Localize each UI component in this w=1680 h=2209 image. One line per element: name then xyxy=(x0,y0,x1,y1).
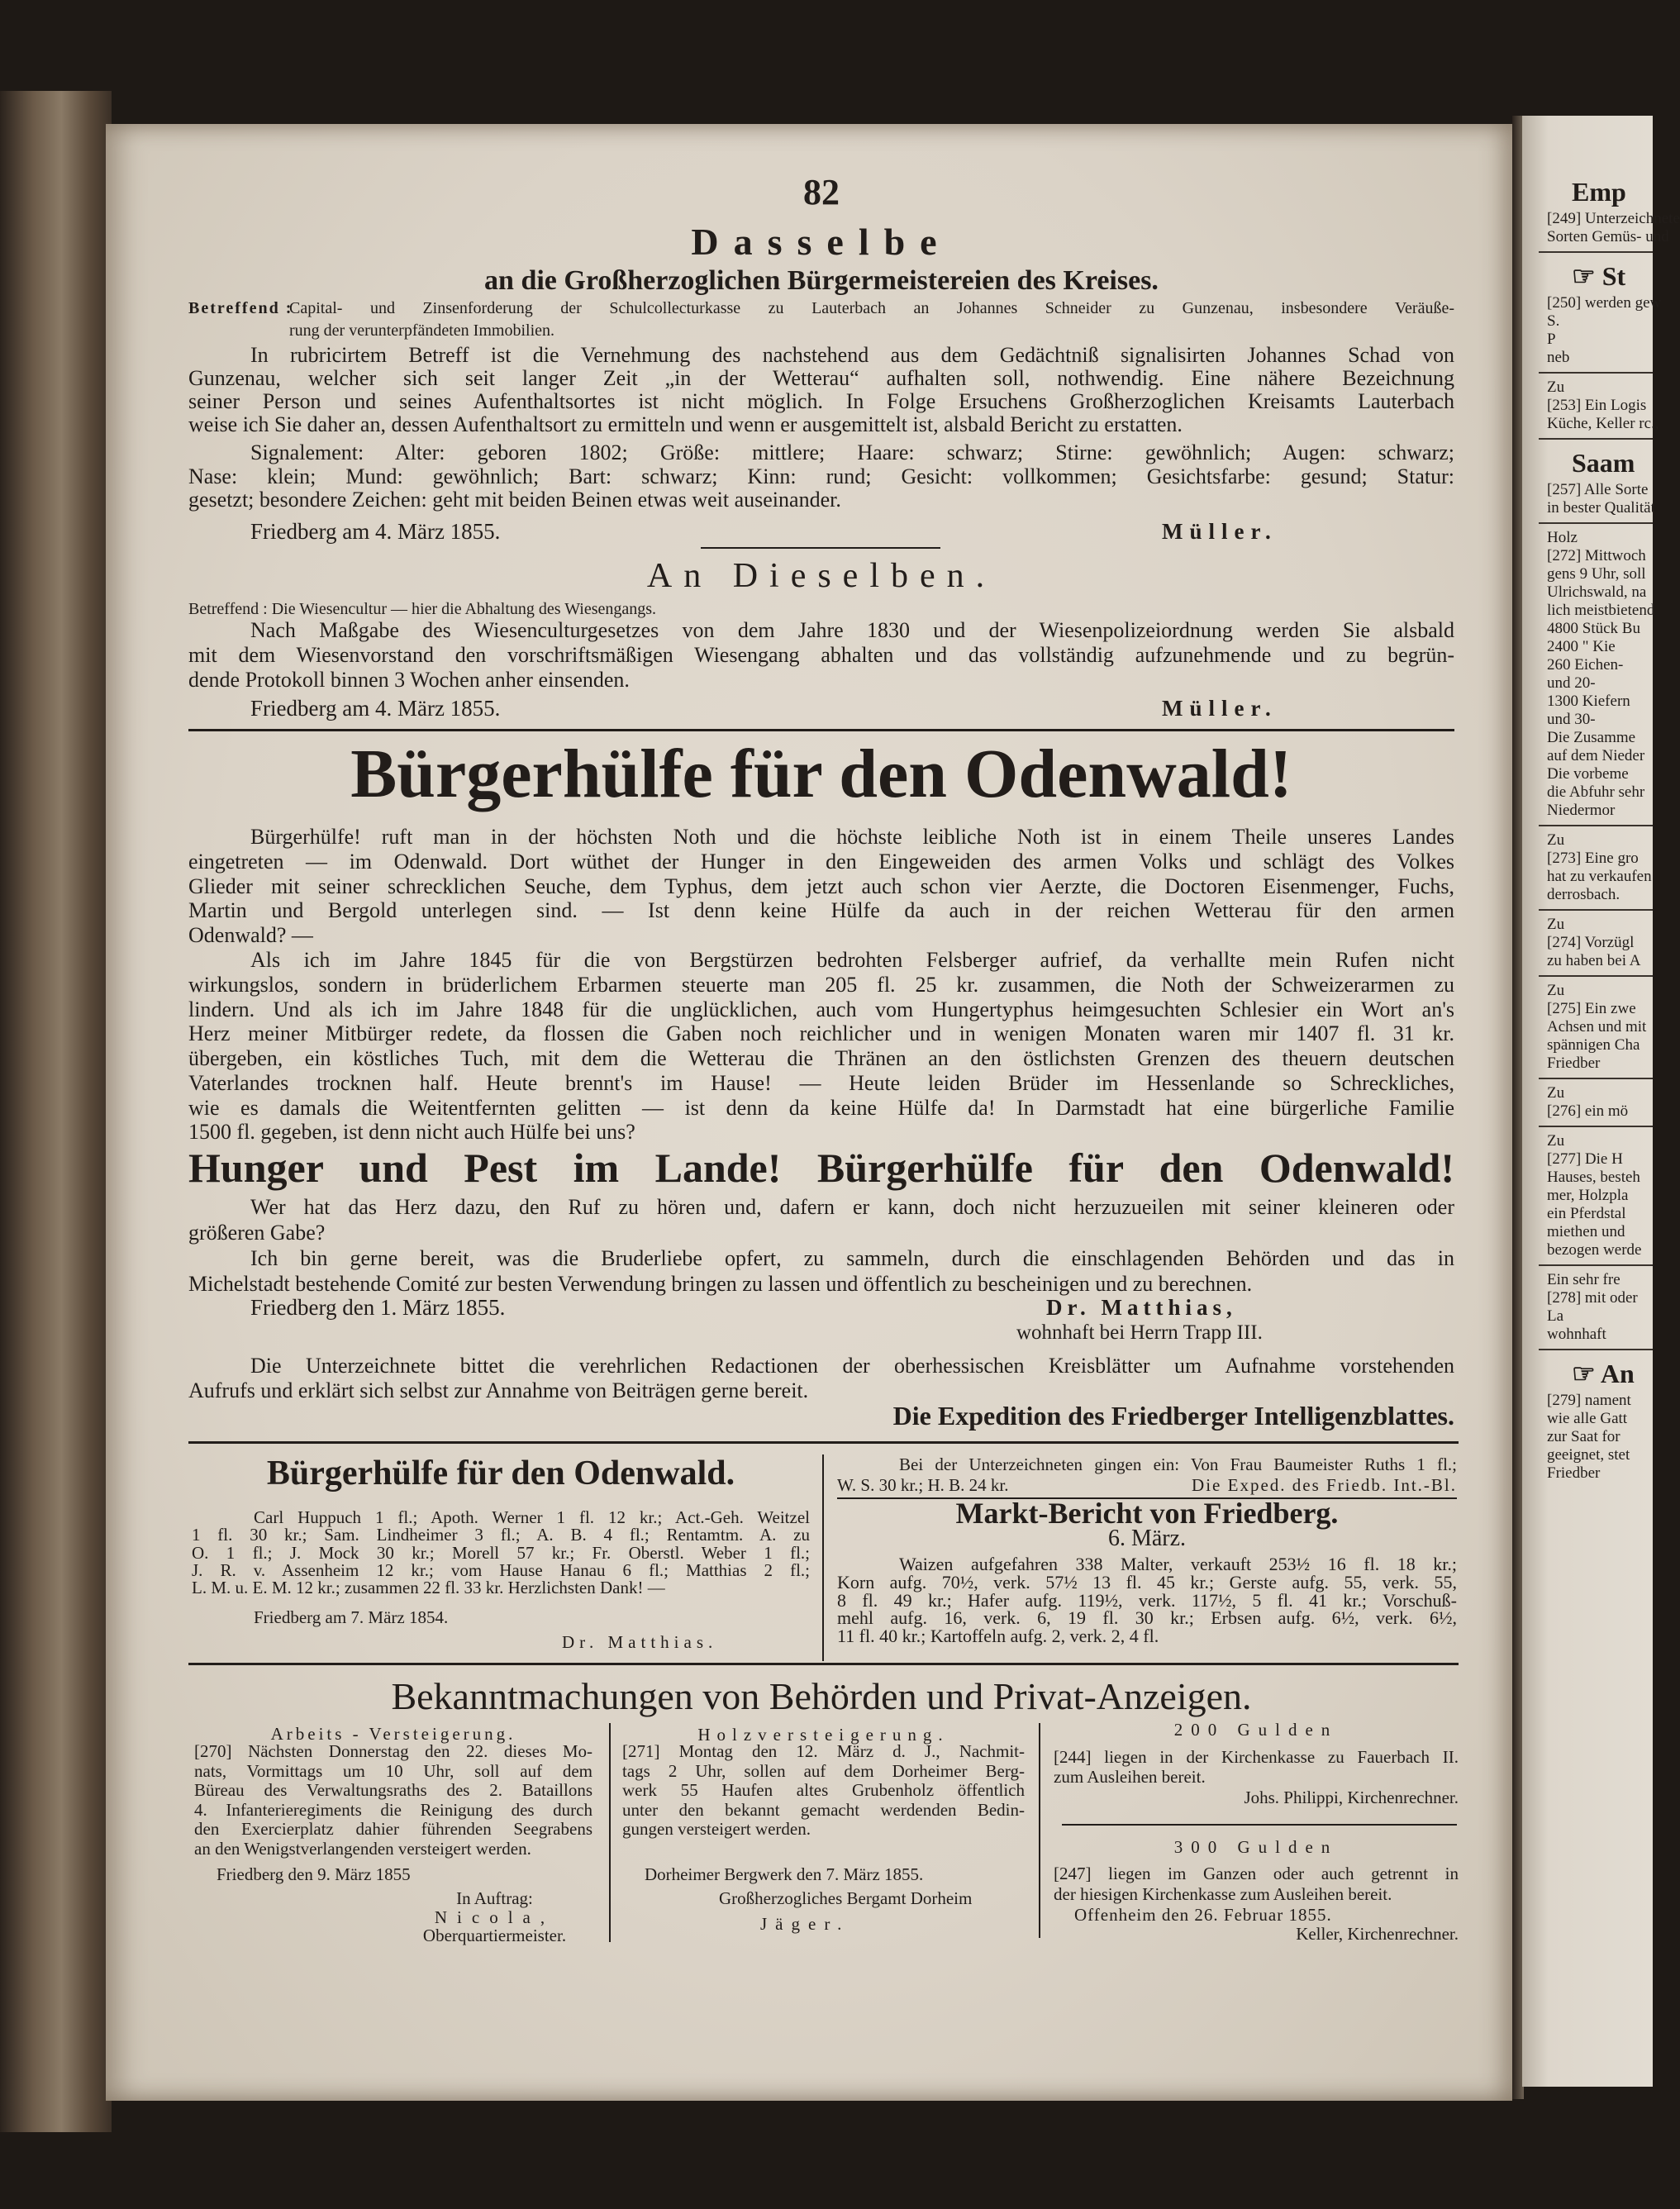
divider xyxy=(1062,1824,1457,1826)
text-line: P xyxy=(1547,331,1556,348)
text-line: Hauses, besteh xyxy=(1547,1169,1640,1186)
text-line: [257] Alle Sorte xyxy=(1547,481,1649,498)
text-line: [278] mit oder xyxy=(1547,1289,1638,1307)
divider xyxy=(1539,975,1653,977)
appeal-paragraph xyxy=(188,825,1454,948)
text-line: wohnhaft xyxy=(1547,1326,1606,1343)
text-line: Bürgerhülfe! ruft man in der höchsten Noth und die höchste leibliche Noth ist in einem Theile unseres Landes xyxy=(250,825,1454,849)
signature-note: wohnhaft bei Herrn Trapp III. xyxy=(1016,1321,1263,1344)
divider xyxy=(1539,1349,1653,1350)
text-line: mer, Holzpla xyxy=(1547,1187,1629,1204)
divider xyxy=(188,1441,1459,1444)
text-line: Bei der Unterzeichneten gingen ein: Von Frau Baumeister Ruths 1 fl.; xyxy=(899,1454,1457,1474)
text-line: Martin und Bergold unterlegen sind. — Ist denn keine Hülfe da auch in der reichen Wetterau für den armen xyxy=(188,898,1454,923)
appeal-paragraph xyxy=(188,1245,1454,1297)
text-line: Herz meiner Mitbürger redete, da flossen die Gaben noch reichlicher und in wenigen Monaten waren mir 1407 fl. 31 kr. xyxy=(188,1021,1454,1046)
text-line: die Abfuhr sehr xyxy=(1547,783,1645,801)
notice-subtitle: an die Großherzoglichen Bürgermeistereien des Kreises. xyxy=(484,265,1159,296)
text-line: wie es damals die Weitentfernten gelitten — ist denn da keine Hülfe da! In Darmstadt hat eine bürgerliche Familie xyxy=(188,1095,1454,1120)
text-line: Nach Maßgabe des Wiesenculturgesetzes von dem Jahre 1830 und der Wiesenpolizeiordnung werden Sie alsbald xyxy=(250,618,1454,642)
notice-signature-line xyxy=(188,696,1454,722)
text-line: zu haben bei A xyxy=(1547,952,1641,969)
text-line: neb xyxy=(1547,349,1570,366)
text-line: 2400 " Kie xyxy=(1547,638,1616,655)
appeal-signature xyxy=(188,1295,1454,1348)
signature: Dr. Matthias, xyxy=(1046,1295,1237,1320)
text-line: 11 fl. 40 kr.; Kartoffeln aufg. 2, verk. 2, 4 fl. xyxy=(837,1626,1159,1647)
text-line: auf dem Nieder xyxy=(1547,747,1645,764)
text-line: Glieder mit seiner schrecklichen Seuche, dem Typhus, dem jetzt auch schon vier Aerzte, die Doctoren Eisenmenger, Fuchs, xyxy=(188,874,1454,898)
market-title: Markt-Bericht von Friedberg. xyxy=(955,1497,1339,1530)
text-line: Büreau des Verwaltungsraths des 2. Bataillons xyxy=(194,1780,593,1801)
place-date: Friedberg am 4. März 1855. xyxy=(250,519,501,544)
text-line: 1 fl. 30 kr.; Sam. Lindheimer 3 fl.; A. B. 4 fl.; Rentamtm. A. zu xyxy=(192,1525,810,1545)
text-line: Nase: klein; Mund: gewöhnlich; Bart: schwarz; Kinn: rund; Gesicht: vollkommen; Gesichtsfarbe: gesund; Statur: xyxy=(188,464,1454,488)
place-date: Dorheimer Bergwerk den 7. März 1855. xyxy=(645,1864,924,1884)
text-line: [274] Vorzügl xyxy=(1547,934,1635,951)
divider xyxy=(1539,522,1653,524)
signature: Keller, Kirchenrechner. xyxy=(1296,1924,1459,1944)
ad-heading: ☞ St xyxy=(1572,261,1626,291)
text-line: größeren Gabe? xyxy=(188,1221,326,1245)
text-line: Sorten Gemüs- und xyxy=(1547,228,1669,245)
next-page-fragment xyxy=(1522,116,1680,2087)
ad-heading: 200 Gulden xyxy=(1173,1720,1339,1740)
divider xyxy=(188,1663,1459,1665)
text-line: Achsen und mit xyxy=(1547,1018,1647,1035)
text-line: Ulrichswald, na xyxy=(1547,583,1647,601)
text-line: Gunzenau, welcher sich seit langer Zeit „in der Wetterau“ aufhalten soll, nothwendig. Eine nähere Bezeichnung xyxy=(188,366,1454,390)
text-line: Zu xyxy=(1547,982,1565,999)
text-line: lich meistbietend xyxy=(1547,602,1655,619)
ad-text xyxy=(1054,1748,1459,1787)
text-line: [253] Ein Logis xyxy=(1547,397,1647,414)
text-line: eingetreten — im Odenwald. Dort wüthet der Hunger in den Eingeweiden des armen Volks und schlägt des Volkes xyxy=(188,849,1454,874)
text-line: Carl Huppuch 1 fl.; Apoth. Werner 1 fl. 12 kr.; Act.-Geh. Weitzel xyxy=(254,1507,810,1527)
text-line: und 30- xyxy=(1547,711,1596,728)
by-order: In Auftrag: xyxy=(456,1888,533,1908)
text-line: Zu xyxy=(1547,378,1565,396)
divider xyxy=(1539,372,1653,374)
signature: Johs. Philippi, Kirchenrechner. xyxy=(1244,1788,1459,1807)
text-line: [244] liegen in der Kirchenkasse zu Fauerbach II. xyxy=(1054,1747,1459,1767)
column-divider xyxy=(1039,1723,1040,1938)
appeal-slogan: Hunger und Pest im Lande! Bürgerhülfe für den Odenwald! xyxy=(188,1145,1454,1191)
next-page-content xyxy=(1522,116,1680,1483)
text-line: S. xyxy=(1547,312,1560,330)
text-line: gungen versteigert werden. xyxy=(622,1819,811,1840)
subject-text xyxy=(289,298,1454,342)
text-line: W. S. 30 kr.; H. B. 24 kr. xyxy=(837,1475,1009,1495)
signature: Müller. xyxy=(1162,519,1278,544)
text-line: ein Pferdstal xyxy=(1547,1205,1626,1222)
text-line: Niedermor xyxy=(1547,802,1616,819)
text-line: mit dem Wiesenvorstand den vorschriftsmäßigen Wiesengang abhalten und das vollständig aufzunehmende und zu begrün- xyxy=(188,643,1454,667)
divider xyxy=(1539,438,1653,440)
market-date: 6. März. xyxy=(1107,1526,1187,1551)
text-line: Korn aufg. 70½, verk. 57½ 13 fl. 45 kr.; Gerste aufg. 55, verk. 55, xyxy=(837,1571,1457,1592)
text-line: Zu xyxy=(1547,916,1565,933)
text-line: [276] ein mö xyxy=(1547,1102,1629,1120)
text-line: [247] liegen im Ganzen oder auch getrennt in xyxy=(1054,1864,1459,1883)
receipts-signature: Die Exped. des Friedb. Int.-Bl. xyxy=(1192,1475,1457,1495)
text-line: Capital- und Zinsenforderung der Schulcollecturkasse zu Lauterbach an Johannes Schneider zu Gunzenau, insbesondere Veräuße- xyxy=(289,299,1454,317)
text-line: Küche, Keller rc., xyxy=(1547,415,1659,432)
ad-heading: Arbeits - Versteigerung. xyxy=(270,1724,516,1744)
notice-body xyxy=(188,344,1454,436)
notice-signature-line xyxy=(188,519,1454,545)
divider xyxy=(1539,251,1653,253)
subject-label: Betreffend : xyxy=(188,299,293,317)
divider xyxy=(701,547,940,549)
notice-title: Dasselbe xyxy=(691,221,952,263)
ad-text xyxy=(622,1742,1025,1840)
text-line: Zu xyxy=(1547,1132,1565,1150)
text-line: [272] Mittwoch xyxy=(1547,547,1646,564)
text-line: miethen und xyxy=(1547,1223,1625,1240)
text-line: mehl aufg. 16, verk. 6, 19 fl. 30 kr.; Erbsen aufg. 6½, verk. 6½, xyxy=(837,1607,1457,1629)
notice-title: An Dieselben. xyxy=(646,557,997,595)
place-date: Friedberg den 9. März 1855 xyxy=(217,1864,411,1884)
appeal-paragraph xyxy=(188,1354,1454,1403)
ad-text xyxy=(1054,1864,1459,1905)
text-line: hat zu verkaufen xyxy=(1547,868,1652,885)
text-line: [270] Nächsten Donnerstag den 22. dieses Mo- xyxy=(194,1741,593,1761)
signature: Müller. xyxy=(1162,696,1278,721)
text-line: Zu xyxy=(1547,1084,1565,1102)
ad-heading: Holzversteigerung. xyxy=(697,1725,949,1745)
divider xyxy=(1539,909,1653,911)
ad-heading: 300 Gulden xyxy=(1173,1837,1339,1857)
ad-text xyxy=(194,1742,593,1859)
text-line: dende Protokoll binnen 3 Wochen anher einsenden. xyxy=(188,668,630,692)
text-line: spännigen Cha xyxy=(1547,1036,1640,1054)
text-line: seiner Person und seines Aufenthaltsortes ist nicht möglich. In Folge Ersuchens Großherzoglichen Kreisamts Lauterbach xyxy=(188,389,1454,413)
expedition-signature: Die Expedition des Friedberger Intelligenzblattes. xyxy=(892,1401,1454,1431)
text-line: L. M. u. E. M. 12 kr.; zusammen 22 fl. 33 kr. Herzlichsten Dank! — xyxy=(192,1578,665,1598)
signature: Jäger. xyxy=(760,1914,850,1934)
text-line: Friedber xyxy=(1547,1464,1601,1482)
text-line: derrosbach. xyxy=(1547,886,1621,903)
text-line: lindern. Und als ich im Jahre 1848 für die unglücklichen, auch vom Hungertyphus heimgesuchten Schlesier ein Wort an's xyxy=(188,997,1454,1021)
text-line: J. R. v. Assenheim 12 kr.; vom Hause Hanau 6 fl.; Matthias 2 fl.; xyxy=(192,1559,810,1580)
text-line: Ein sehr fre xyxy=(1547,1271,1621,1288)
text-line: wie alle Gatt xyxy=(1547,1410,1628,1427)
text-line: übergeben, ein köstliches Tuch, mit dem die Wetterau die Thränen an den östlichsten Grenzen des theuern deutschen xyxy=(188,1046,1454,1070)
market-report xyxy=(837,1555,1457,1645)
place-date: Friedberg am 7. März 1854. xyxy=(254,1607,449,1627)
text-line: werk 55 Haufen altes Grubenholz öffentlich xyxy=(622,1780,1025,1801)
text-line: Signalement: Alter: geboren 1802; Größe: mittlere; Haare: schwarz; Stirne: gewöhnlich; Augen: schwarz; xyxy=(250,440,1454,464)
text-line: O. 1 fl.; J. Mock 30 kr.; Morell 57 kr.; Fr. Oberstl. Weber 1 fl.; xyxy=(192,1542,810,1563)
ad-heading: Saam xyxy=(1572,448,1635,478)
ad-heading: ☞ An xyxy=(1572,1359,1635,1388)
text-line: Michelstadt bestehende Comité zur besten Verwendung bringen zu lassen und öffentlich zu bescheinigen und zu berechnen. xyxy=(188,1272,1253,1296)
text-line: [277] Die H xyxy=(1547,1150,1623,1168)
text-line: Waizen aufgefahren 338 Malter, verkauft 253½ 16 fl. 18 kr.; xyxy=(899,1554,1457,1574)
text-line: gens 9 Uhr, soll xyxy=(1547,565,1646,583)
text-line: 1500 fl. gegeben, ist denn nicht auch Hülfe bei uns? xyxy=(188,1120,635,1145)
text-line: wirkungslos, sondern in brüderlichem Erbarmen steuerte man 205 fl. 25 kr. zusammen, die Noth der Schweizerarmen zu xyxy=(188,972,1454,997)
text-line: weise ich Sie daher an, dessen Aufenthaltsort zu ermitteln und wenn er ausgemittelt ist, alsbald Bericht zu erstatten. xyxy=(188,412,1183,436)
notice-subject xyxy=(188,298,1454,342)
text-line: [249] Unterzeichnete xyxy=(1547,210,1680,227)
text-line: [271] Montag den 12. März d. J., Nachmit- xyxy=(622,1741,1025,1761)
text-line: [250] werden gew xyxy=(1547,294,1662,312)
donations-title: Bürgerhülfe für den Odenwald. xyxy=(266,1454,735,1493)
text-line: [279] nament xyxy=(1547,1392,1631,1409)
text-line: 260 Eichen- xyxy=(1547,656,1624,674)
text-line: Odenwald? — xyxy=(188,923,313,947)
text-line: Die Unterzeichnete bittet die verehrlichen Redactionen der oberhessischen Kreisblätter um Aufnahme vorstehenden xyxy=(250,1354,1454,1378)
text-line: unter den bekannt gemacht werdenden Bedin- xyxy=(622,1799,1025,1820)
appeal-paragraph xyxy=(188,1194,1454,1245)
text-line: und 20- xyxy=(1547,674,1596,692)
office: Großherzogliches Bergamt Dorheim xyxy=(719,1888,973,1908)
appeal-paragraph xyxy=(188,948,1454,1145)
notice-subject: Betreffend : Die Wiesencultur — hier die Abhaltung des Wiesengangs. xyxy=(188,600,657,618)
text-line: 8 fl. 49 kr.; Hafer aufg. 119½, verk. 117½, 5 fl. 41 kr.; Vorschuß- xyxy=(837,1589,1457,1611)
text-line: [275] Ein zwe xyxy=(1547,1000,1636,1017)
signature: Nicola, xyxy=(434,1907,555,1927)
column-divider xyxy=(822,1454,824,1661)
signature-role: Oberquartiermeister. xyxy=(422,1926,567,1945)
text-line: Friedber xyxy=(1547,1055,1601,1072)
text-line: Holz xyxy=(1547,529,1578,546)
text-line: 4. Infanterieregiments die Reinigung des durch xyxy=(194,1799,593,1820)
ad-heading: Emp xyxy=(1572,177,1626,207)
text-line: Aufrufs und erklärt sich selbst zur Annahme von Beiträgen gerne bereit. xyxy=(188,1378,809,1402)
notice-body xyxy=(188,618,1454,693)
text-line: Die vorbeme xyxy=(1547,765,1629,783)
text-line: Vaterlandes trocknen half. Heute brennt's im Hause! — Heute leiden Brüder im Hessenlande so Schreckliches, xyxy=(188,1070,1454,1095)
text-line: gesetzt; besondere Zeichen: geht mit beiden Beinen etwas weit auseinander. xyxy=(188,488,841,512)
text-line: zur Saat for xyxy=(1547,1428,1621,1445)
divider xyxy=(1539,1126,1653,1127)
column-divider xyxy=(609,1723,611,1942)
text-line: Die Zusamme xyxy=(1547,729,1636,746)
text-line: 1300 Kiefern xyxy=(1547,693,1630,710)
divider xyxy=(1539,1264,1653,1266)
divider xyxy=(1539,825,1653,826)
text-line: Zu xyxy=(1547,831,1565,849)
notice-description xyxy=(188,441,1454,512)
text-line: Ich bin gerne bereit, was die Bruderliebe opfert, zu sammeln, durch die einschlagenden Behörden und das in xyxy=(250,1246,1454,1270)
text-line: nats, Vormittags um 10 Uhr, soll auf dem xyxy=(194,1760,593,1781)
text-line: Wer hat das Herz dazu, den Ruf zu hören und, dafern er kann, doch nicht herzuzueilen mit seiner kleineren oder xyxy=(250,1195,1454,1219)
text-line: tags 2 Uhr, sollen auf dem Dorheimer Berg- xyxy=(622,1760,1025,1781)
place-date: Offenheim den 26. Februar 1855. xyxy=(1074,1905,1332,1925)
place-date: Friedberg am 4. März 1855. xyxy=(250,696,501,721)
text-line: den Exercierplatz dahier führenden Seegrabens xyxy=(194,1819,593,1840)
text-line: [273] Eine gro xyxy=(1547,850,1639,867)
divider xyxy=(1539,1078,1653,1079)
page-number: 82 xyxy=(803,172,840,212)
text-line: In rubricirtem Betreff ist die Vernehmung des nachstehend aus dem Gedächtniß signalisirten Johannes Schad von xyxy=(250,343,1454,367)
text-line: in bester Qualität xyxy=(1547,499,1655,517)
appeal-headline: Bürgerhülfe für den Odenwald! xyxy=(350,736,1292,812)
text-line: bezogen werde xyxy=(1547,1241,1642,1259)
signature: Dr. Matthias. xyxy=(562,1632,718,1652)
text-line: geeignet, stet xyxy=(1547,1446,1630,1464)
divider xyxy=(188,729,1454,731)
text-line: rung der verunterpfändeten Immobilien. xyxy=(289,321,554,340)
text-line: an den Wenigstverlangenden versteigert werden. xyxy=(194,1838,531,1859)
text-line: der hiesigen Kirchenkasse zum Ausleihen bereit. xyxy=(1054,1884,1392,1904)
text-line: La xyxy=(1547,1307,1564,1325)
book-page-edges xyxy=(0,91,112,2132)
text-line: zum Ausleihen bereit. xyxy=(1054,1766,1206,1787)
text-line: 4800 Stück Bu xyxy=(1547,620,1640,637)
announcements-title: Bekanntmachungen von Behörden und Privat-Anzeigen. xyxy=(391,1675,1252,1717)
text-line: Als ich im Jahre 1845 für die von Bergstürzen bedrohten Felsberger aufrief, da verhallte mein Rufen nicht xyxy=(250,948,1454,972)
place-date: Friedberg den 1. März 1855. xyxy=(250,1295,506,1320)
donations-list xyxy=(192,1509,810,1597)
